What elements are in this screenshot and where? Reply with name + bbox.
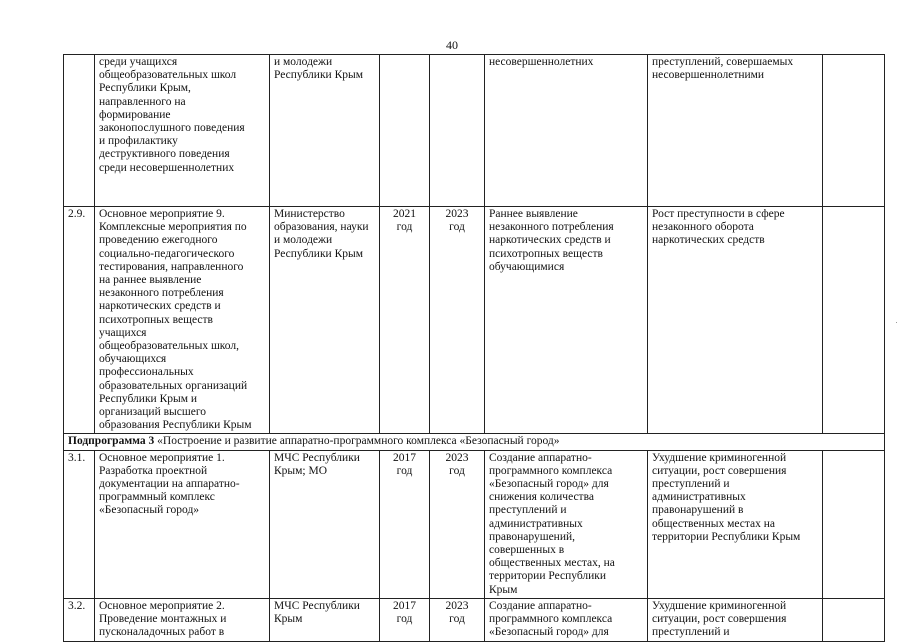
expected-result-line: Создание аппаратно-	[489, 451, 592, 464]
measure-name-line: документации на аппаратно-	[99, 478, 240, 491]
non-implementation-consequence-line: преступлений и	[652, 626, 730, 639]
executor-line: МЧС Республики	[274, 451, 360, 464]
measure-name-line: и профилактику	[99, 135, 178, 148]
start-year	[380, 55, 430, 207]
measure-name-line: общеобразовательных школ	[99, 69, 237, 82]
executor-line: Республики Крым	[274, 69, 363, 82]
measure-name-line: на раннее выявление	[99, 274, 202, 287]
non-implementation-consequence	[648, 450, 823, 598]
measure-name-line: учащихся	[99, 326, 147, 339]
expected-result-line: наркотических средств и	[489, 234, 611, 247]
subprogram-cell	[64, 434, 885, 450]
measure-name-line: Основное мероприятие 9.	[99, 208, 225, 220]
executor-line: образования, науки	[274, 221, 369, 234]
start-year-line: год	[396, 221, 413, 234]
row-number-line: 3.1.	[68, 451, 86, 464]
measure-name-line: образовательных организаций	[99, 379, 248, 392]
executor-line: и молодежи	[274, 56, 333, 68]
non-implementation-consequence	[648, 598, 823, 641]
non-implementation-consequence-line: преступлений и	[652, 478, 730, 491]
table-row	[64, 207, 885, 434]
non-implementation-consequence-line: наркотических средств	[652, 234, 765, 247]
non-implementation-consequence-line: несовершеннолетними	[652, 69, 765, 82]
non-implementation-consequence-line: Ухудшение криминогенной	[652, 451, 787, 464]
executor-line: Крым; МО	[274, 464, 328, 477]
measure-name-line: обучающихся	[99, 353, 167, 366]
measure-name	[95, 55, 270, 207]
measure-name	[95, 450, 270, 598]
non-implementation-consequence-line: правонарушений в	[652, 504, 744, 517]
measure-name-line: законопослушного поведения	[99, 122, 245, 135]
measure-name-line: «Безопасный город»	[99, 504, 200, 517]
measure-name-line: Основное мероприятие 1.	[99, 451, 225, 464]
end-year	[430, 450, 485, 598]
expected-result-line: незаконного потребления	[489, 221, 614, 234]
end-year	[430, 207, 485, 434]
executor-line: МЧС Республики	[274, 599, 360, 612]
expected-result	[485, 207, 648, 434]
end-year-line: год	[449, 221, 465, 234]
related-indicator	[823, 450, 885, 598]
non-implementation-consequence	[648, 55, 823, 207]
expected-result-line: совершенных в	[489, 544, 565, 557]
row-number	[64, 450, 95, 598]
measure-name-line: незаконного потребления	[99, 287, 224, 300]
start-year	[380, 598, 430, 641]
non-implementation-consequence-line: ситуации, рост совершения	[652, 464, 787, 477]
measure-name-line: среди несовершеннолетних	[99, 161, 235, 174]
measure-name-line: психотропных веществ	[99, 313, 213, 326]
measure-name-line: пусконаладочных работ в	[99, 626, 225, 639]
row-number-line: 3.2.	[68, 599, 86, 612]
measure-name	[95, 598, 270, 641]
end-year-line: год	[449, 613, 465, 626]
expected-result-line: Раннее выявление	[489, 208, 578, 220]
row-number	[64, 55, 95, 207]
start-year-line: 2017	[393, 599, 416, 612]
executor	[270, 55, 380, 207]
row-number	[64, 207, 95, 434]
end-year-line: 2023	[445, 599, 469, 612]
measure-name-line: Республики Крым и	[99, 392, 198, 405]
non-implementation-consequence-line: преступлений, совершаемых	[652, 56, 794, 68]
expected-result-line: снижения количества	[489, 491, 594, 504]
related-indicator	[823, 55, 885, 207]
end-year-line: год	[449, 464, 465, 477]
related-indicator	[823, 207, 885, 434]
end-year	[430, 598, 485, 641]
executor-line: Министерство	[274, 208, 345, 220]
subprogram-title: «Построение и развитие аппаратно-программного комплекса «Безопасный город»	[157, 435, 560, 448]
expected-result	[485, 55, 648, 207]
non-implementation-consequence	[648, 207, 823, 434]
expected-result-line: обучающимися	[489, 260, 565, 273]
non-implementation-consequence-line: Рост преступности в сфере	[652, 208, 785, 220]
scan-speck	[896, 322, 897, 323]
expected-result-line: правонарушений,	[489, 530, 576, 543]
measure-name-line: программный комплекс	[99, 491, 215, 504]
expected-result-line: административных	[489, 517, 583, 530]
row-number	[64, 598, 95, 641]
expected-result-line: «Безопасный город» для	[489, 626, 609, 639]
expected-result-line: несовершеннолетних	[489, 56, 594, 68]
measure-name-line: среди учащихся	[99, 56, 178, 68]
subprogram-row	[64, 434, 885, 450]
expected-result-line: общественных местах, на	[489, 557, 615, 570]
expected-result-line: Крым	[489, 583, 518, 596]
measure-name	[95, 207, 270, 434]
measure-name-line: Комплексные мероприятия по	[99, 221, 247, 234]
measure-name-line: Проведение монтажных и	[99, 613, 227, 626]
start-year-line: год	[396, 613, 413, 626]
executor	[270, 598, 380, 641]
expected-result-line: программного комплекса	[489, 464, 613, 477]
table-row	[64, 55, 885, 207]
non-implementation-consequence-line: административных	[652, 491, 746, 504]
measure-name-line: Основное мероприятие 2.	[99, 599, 225, 612]
related-indicator	[823, 598, 885, 641]
expected-result-line: программного комплекса	[489, 613, 613, 626]
start-year-line: 2017	[393, 451, 416, 464]
non-implementation-consequence-line: незаконного оборота	[652, 221, 754, 234]
expected-result-line: преступлений и	[489, 504, 567, 517]
executor-line: Крым	[274, 613, 303, 626]
expected-result-line: психотропных веществ	[489, 247, 603, 260]
measures-table	[63, 54, 885, 642]
non-implementation-consequence-line: Ухудшение криминогенной	[652, 599, 787, 612]
non-implementation-consequence-line: ситуации, рост совершения	[652, 613, 787, 626]
measure-name-line: Разработка проектной	[99, 464, 208, 477]
table-row	[64, 598, 885, 641]
row-number-line: 2.9.	[68, 208, 86, 220]
expected-result	[485, 450, 648, 598]
measure-name-line: профессиональных	[99, 366, 194, 379]
page-number: 40	[446, 38, 458, 52]
measure-name-line: Республики Крым,	[99, 82, 191, 95]
non-implementation-consequence-line: общественных местах на	[652, 517, 776, 530]
executor	[270, 450, 380, 598]
start-year	[380, 207, 430, 434]
non-implementation-consequence-line: территории Республики Крым	[652, 530, 801, 543]
measure-name-line: наркотических средств и	[99, 300, 221, 313]
end-year	[430, 55, 485, 207]
expected-result-line: территории Республики	[489, 570, 607, 583]
executor-line: Республики Крым	[274, 247, 363, 260]
start-year	[380, 450, 430, 598]
executor-line: и молодежи	[274, 234, 333, 247]
start-year-line: год	[396, 464, 413, 477]
end-year-line: 2023	[445, 451, 469, 464]
expected-result	[485, 598, 648, 641]
executor	[270, 207, 380, 434]
measure-name-line: организаций высшего	[99, 406, 207, 419]
expected-result-line: Создание аппаратно-	[489, 599, 592, 612]
measure-name-line: проведению ежегодного	[99, 234, 218, 247]
table-row	[64, 450, 885, 598]
measure-name-line: направленного на	[99, 95, 186, 108]
subprogram-label: Подпрограмма 3	[68, 435, 155, 448]
measure-name-line: формирование	[99, 108, 171, 121]
measure-name-line: тестирования, направленного	[99, 260, 244, 273]
end-year-line: 2023	[445, 208, 469, 220]
measure-name-line: социально-педагогического	[99, 247, 235, 260]
expected-result-line: «Безопасный город» для	[489, 478, 609, 491]
start-year-line: 2021	[393, 208, 416, 220]
measure-name-line: образования Республики Крым	[99, 419, 252, 432]
measure-name-line: общеобразовательных школ,	[99, 340, 240, 353]
measure-name-line: деструктивного поведения	[99, 148, 230, 161]
